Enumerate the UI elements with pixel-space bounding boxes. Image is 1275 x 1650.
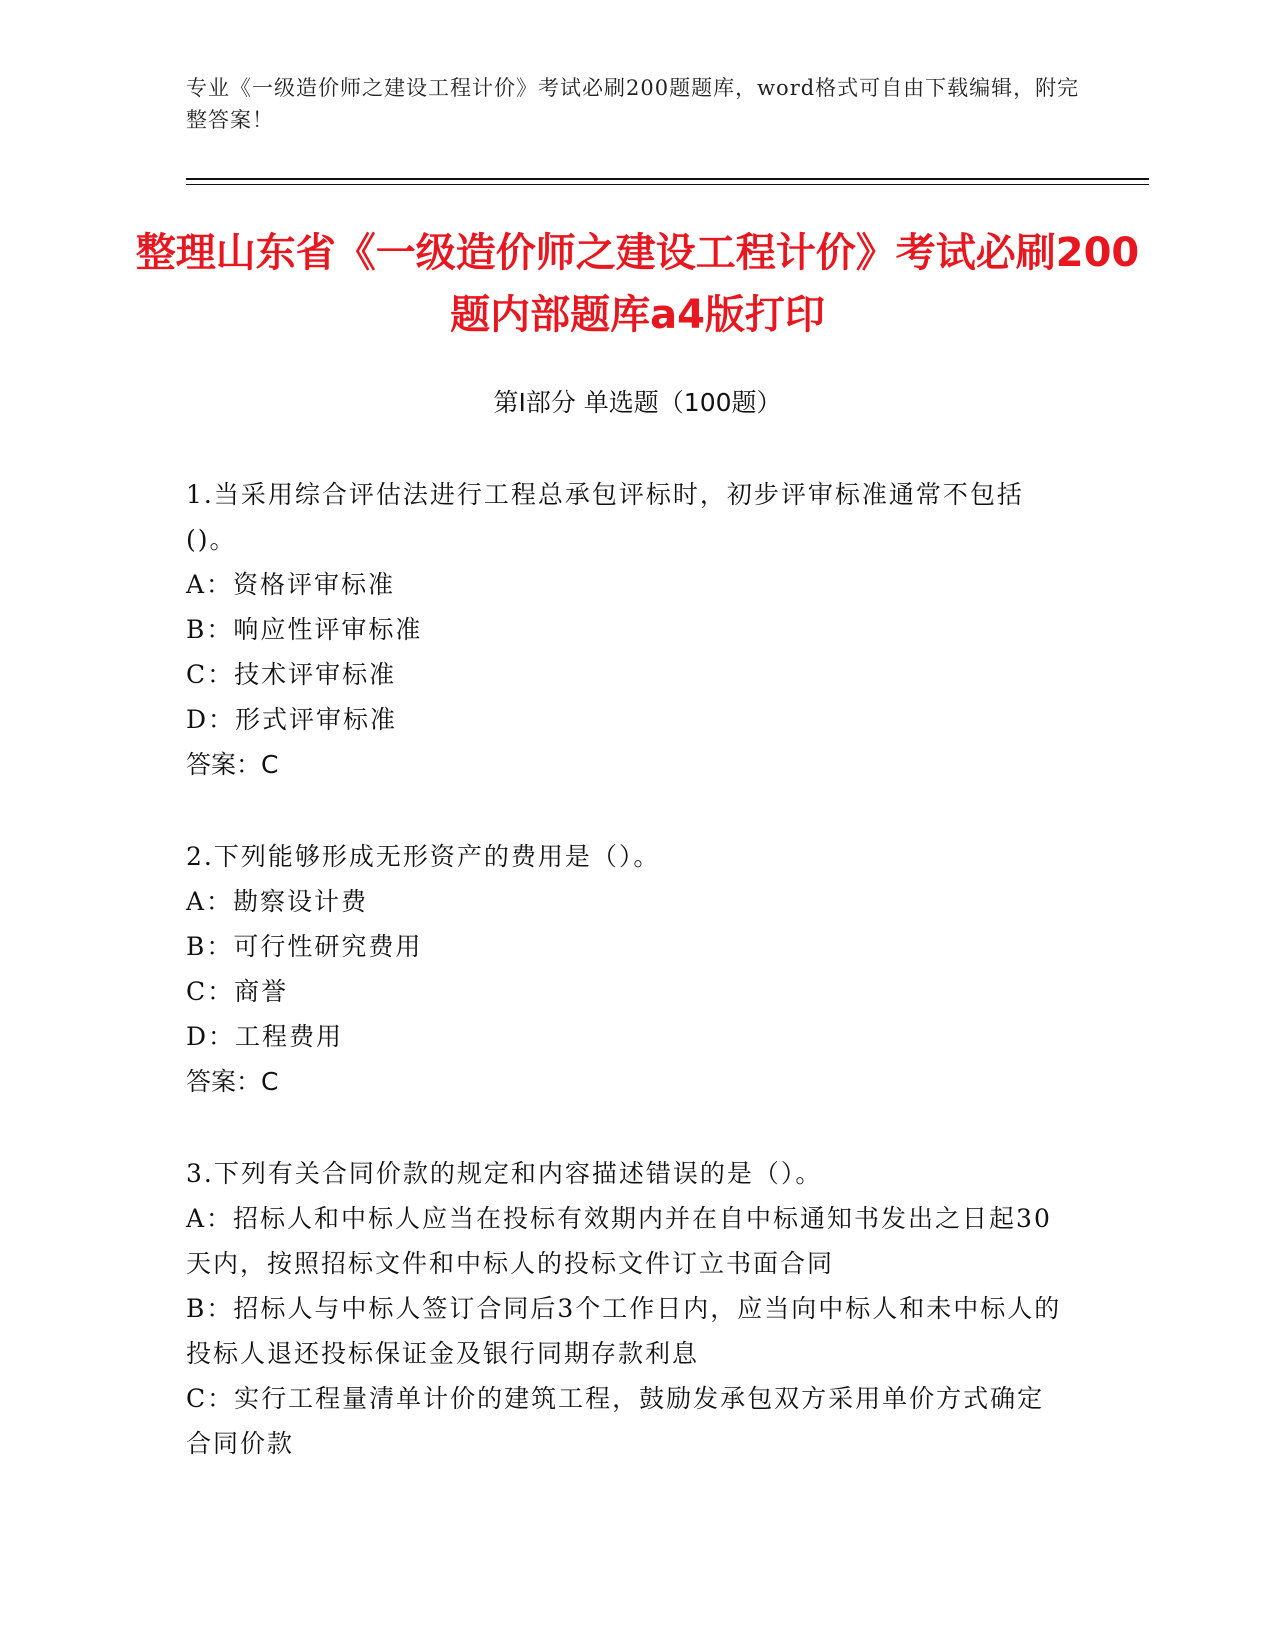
option-b: B：响应性评审标准 <box>186 615 423 644</box>
answer: 答案：C <box>186 750 279 779</box>
question-2 <box>186 834 1071 1104</box>
answer: 答案：C <box>186 1067 279 1096</box>
option-c: C：商誉 <box>186 977 289 1006</box>
section-title: 第Ⅰ部分 单选题（100题） <box>493 388 782 417</box>
option-c: C：实行工程量清单计价的建筑工程，鼓励发承包双方采用单价方式确定合同价款 <box>186 1384 1045 1458</box>
question-1 <box>186 472 1071 787</box>
option-c: C：技术评审标准 <box>186 660 397 689</box>
header-note: 专业《一级造价师之建设工程计价》考试必刷200题题库，word格式可自由下载编辑，附完整答案！ <box>186 76 1080 132</box>
question-stem: 1.当采用综合评估法进行工程总承包评标时，初步评审标准通常不包括()。 <box>186 480 1024 554</box>
option-b: B：招标人与中标人签订合同后3个工作日内，应当向中标人和未中标人的投标人退还投标保证金及银行同期存款利息 <box>186 1294 1062 1368</box>
header-divider <box>186 178 1149 180</box>
document-title: 整理山东省《一级造价师之建设工程计价》考试必刷200题内部题库a4版打印 <box>135 230 1140 338</box>
option-b: B：可行性研究费用 <box>186 932 423 961</box>
question-stem: 3.下列有关合同价款的规定和内容描述错误的是（）。 <box>186 1159 823 1188</box>
option-d: D：工程费用 <box>186 1022 344 1051</box>
question-3 <box>186 1151 1071 1466</box>
option-a: A：招标人和中标人应当在投标有效期内并在自中标通知书发出之日起30天内，按照招标文件和中标人的投标文件订立书面合同 <box>186 1204 1052 1278</box>
header-divider-thin <box>186 184 1149 185</box>
question-stem: 2.下列能够形成无形资产的费用是（）。 <box>186 842 661 871</box>
option-a: A：资格评审标准 <box>186 570 396 599</box>
option-d: D：形式评审标准 <box>186 705 398 734</box>
option-a: A：勘察设计费 <box>186 887 369 916</box>
